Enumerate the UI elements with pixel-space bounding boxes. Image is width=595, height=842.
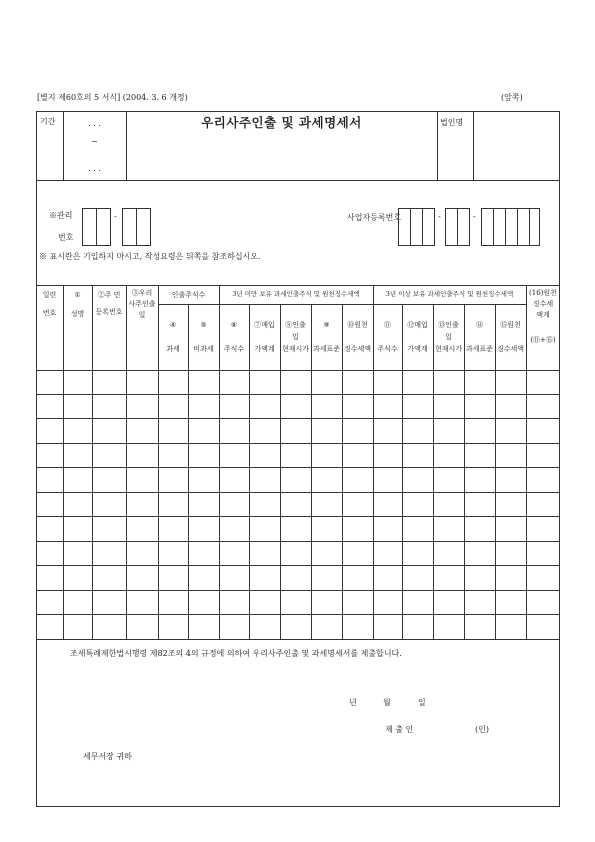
period-label: 기간: [40, 117, 56, 126]
corp-name-label: 법인명: [440, 118, 464, 127]
header-c5-num: ⑤: [200, 321, 207, 329]
header-c12-l1: ⑫매입: [407, 321, 428, 329]
header-c11: 주식수: [377, 345, 398, 353]
table-row[interactable]: [36, 590, 560, 591]
date-month-label: 월: [383, 698, 391, 707]
table-body: [36, 370, 560, 640]
header-union-l1: ③우리: [131, 289, 153, 297]
table-row[interactable]: [36, 614, 560, 615]
period-end[interactable]: . . .: [88, 164, 101, 173]
table-row[interactable]: [36, 418, 560, 419]
header-total-l1: (16)원천: [529, 289, 557, 297]
submitter-field[interactable]: [420, 722, 470, 736]
header-c15-l1: ⑮원천: [500, 321, 521, 329]
table-row[interactable]: [36, 565, 560, 566]
header-c14-num: ⑭: [476, 321, 483, 329]
header-c6: 주식수: [223, 345, 245, 353]
header-c9: 과세표준: [312, 345, 341, 353]
table-row[interactable]: [36, 541, 560, 542]
table-row[interactable]: [36, 492, 560, 493]
header-c10-l1: ⑩원천: [347, 321, 368, 329]
submission-statement: 조세특례제한법시행령 제82조의 4의 규정에 의하여 우리사주인출 및 과세명세서를 제출합니다.: [70, 649, 402, 658]
mgmt-no-dash: -: [114, 212, 117, 221]
header-c15-l2: 징수세액: [496, 345, 525, 353]
table-row[interactable]: [36, 394, 560, 395]
header-c14: 과세표준: [465, 345, 494, 353]
header-group-over3y: 3년 이상 보유 과세인출주식 및 원천징수세액: [385, 290, 514, 298]
header-c10-l2: 징수세액: [343, 345, 372, 353]
header-shares: 인출주식수: [171, 291, 206, 299]
header-serial-l2: 번호: [42, 309, 57, 317]
addressee: 세무서장 귀하: [83, 752, 132, 761]
date-day-label: 일: [418, 698, 426, 707]
submitter-label: 제 출 인: [385, 725, 414, 734]
header-c7-l1: ⑦매입: [254, 321, 275, 329]
header-c8-l2: 일: [292, 333, 299, 341]
mgmt-no-label-line1: ※관리: [49, 211, 73, 220]
header-c13-l2: 일: [445, 333, 452, 341]
header-c4-num: ④: [169, 321, 177, 329]
biz-reg-box-1[interactable]: [398, 208, 435, 246]
header-total-l3: 액계: [536, 311, 550, 319]
table-row[interactable]: [36, 443, 560, 444]
header-c13-l3: 현재시가: [434, 345, 463, 353]
biz-reg-label: 사업자등록번호: [347, 213, 402, 222]
mgmt-no-label-line2: 번호: [58, 233, 74, 242]
header-c6-num: ⑥: [230, 321, 238, 329]
table-row[interactable]: [36, 516, 560, 517]
page-side-label: (앞쪽): [501, 93, 523, 102]
biz-reg-dash-2: -: [473, 212, 476, 221]
header-union-l3: 일: [138, 311, 146, 319]
form-title: 우리사주인출 및 과세명세서: [201, 115, 362, 130]
date-year-label: 년: [349, 698, 357, 707]
table-row[interactable]: [36, 639, 560, 640]
header-total-l2: 징수세: [532, 300, 554, 308]
header-c8-l1: ⑧인출: [285, 321, 306, 329]
header-group-under3y: 3년 미만 보유 과세인출주식 및 원천징수세액: [232, 290, 360, 298]
table-row[interactable]: [36, 467, 560, 468]
form-reference: [별지 제60호의 5 서식] (2004. 3. 6 개정): [37, 93, 188, 102]
header-c7-l2: 가액계: [254, 345, 275, 353]
period-tilde: ~: [91, 137, 98, 146]
header-name: 성명: [70, 310, 85, 318]
header-total-l4: (⑪+⑮): [530, 336, 556, 344]
header-union-l2: 사주인출: [128, 300, 156, 308]
header-c11-num: ⑪: [384, 321, 391, 329]
header-serial-l1: 일련: [42, 291, 57, 299]
period-start[interactable]: . . .: [88, 119, 101, 128]
header-c8-l3: 현재시가: [281, 345, 310, 353]
header-c5: 비과세: [193, 345, 214, 353]
header-c4: 과세: [166, 345, 180, 353]
header-rrn-l2: 등록번호: [95, 308, 123, 316]
header-rrn-l1: ②주 민: [97, 291, 121, 299]
corp-name-field[interactable]: [474, 112, 559, 179]
header-c12-l2: 가액계: [407, 345, 428, 353]
seal-mark: (인): [475, 725, 489, 734]
biz-reg-dash-1: -: [438, 212, 441, 221]
header-c9-num: ⑨: [323, 321, 330, 329]
biz-reg-box-3[interactable]: [481, 208, 540, 246]
header-name-num: ①: [74, 291, 81, 299]
notice-text: ※ 표시란은 기입하지 마시고, 작성요령은 뒤쪽을 참조하십시오.: [39, 252, 261, 261]
table-top-border: [36, 285, 560, 286]
header-c13-l1: ⑬인출: [438, 321, 459, 329]
